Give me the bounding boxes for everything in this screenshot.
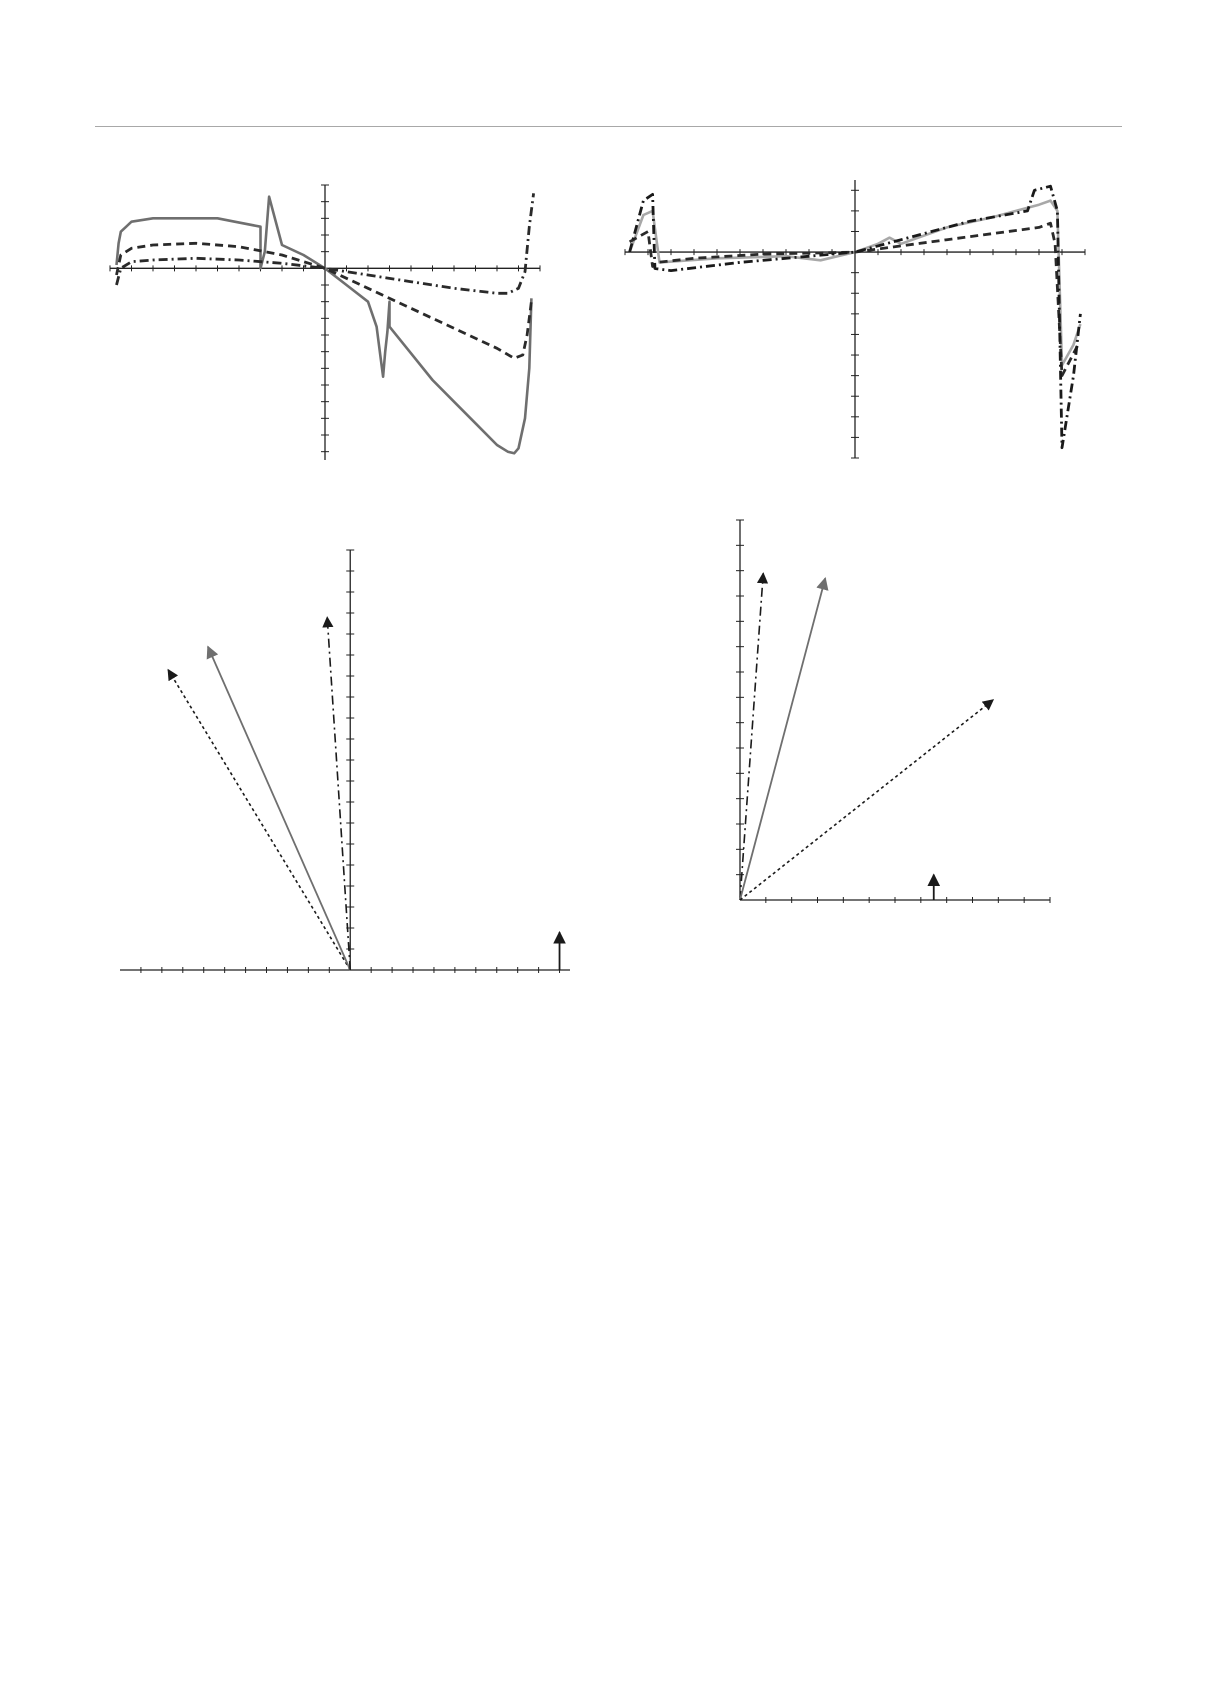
series-line-dashed xyxy=(630,223,1079,375)
vector-panel-bottom-right xyxy=(720,510,1070,930)
vector-arrow-dotted xyxy=(168,670,350,970)
chart-panel-top-left xyxy=(110,185,582,475)
chart-panel-top-right xyxy=(625,180,1105,470)
vector-arrow-dashdot xyxy=(740,573,763,900)
vector-arrow-dotted xyxy=(740,700,993,900)
vector-panel-bottom-left xyxy=(110,540,580,990)
vector-arrow-dashdot xyxy=(327,617,350,970)
vector-arrow-solid xyxy=(208,647,350,970)
series-line-dashed xyxy=(117,243,532,358)
vector-arrow-solid xyxy=(740,578,825,900)
header-rule xyxy=(95,126,1122,127)
